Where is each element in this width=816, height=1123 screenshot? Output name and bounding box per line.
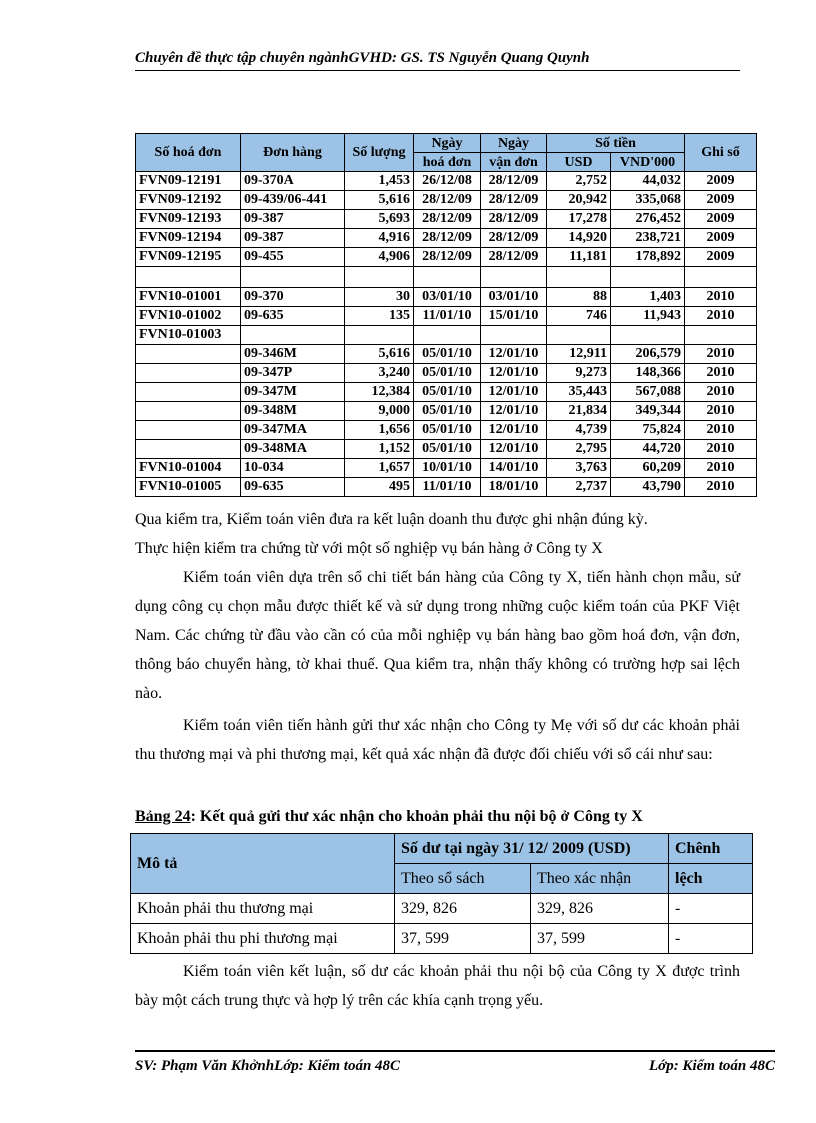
cell-vnd: 567,088 [611,383,685,402]
col-difference-2: lệch [669,864,753,894]
cell-inv-date: 28/12/09 [414,229,481,248]
cell-usd [547,267,611,288]
cell-usd: 4,739 [547,421,611,440]
cell-posted: 2010 [685,478,757,497]
cell-inv-date: 11/01/10 [414,307,481,326]
col-description: Mô tả [131,834,395,894]
cell-posted: 2010 [685,345,757,364]
cell-posted: 2009 [685,248,757,267]
cell-order: 09-347M [241,383,345,402]
table-row [136,326,757,345]
table-row [136,307,757,326]
cell-usd: 88 [547,288,611,307]
col-per-books: Theo sổ sách [395,864,531,894]
cell-ship-date [481,267,547,288]
cell-invoice [136,383,241,402]
cell-vnd: 148,366 [611,364,685,383]
cell-order: 09-387 [241,210,345,229]
cell-usd: 746 [547,307,611,326]
cell-vnd [611,326,685,345]
cell-vnd: 44,032 [611,172,685,191]
cell-order: 09-370 [241,288,345,307]
col-difference-1: Chênh [669,834,753,864]
cell-invoice: FVN10-01001 [136,288,241,307]
cell-ship-date: 15/01/10 [481,307,547,326]
cell-usd: 2,737 [547,478,611,497]
cell-order: 09-347MA [241,421,345,440]
table-row [131,894,753,924]
cell-vnd: 276,452 [611,210,685,229]
cell-order: 10-034 [241,459,345,478]
cell-posted: 2009 [685,210,757,229]
table-row [136,345,757,364]
cell-invoice: FVN10-01002 [136,307,241,326]
cell-invoice: FVN10-01004 [136,459,241,478]
table-row [136,248,757,267]
cell-ship-date: 12/01/10 [481,345,547,364]
col-vnd: VND'000 [611,153,685,172]
cell-ship-date: 14/01/10 [481,459,547,478]
cell-ship-date: 28/12/09 [481,172,547,191]
cell-inv-date: 05/01/10 [414,421,481,440]
table-row [131,924,753,954]
cell-vnd [611,267,685,288]
cell-confirm: 37, 599 [531,924,669,954]
cell-inv-date: 05/01/10 [414,383,481,402]
table-row [136,402,757,421]
cell-usd: 20,942 [547,191,611,210]
cell-inv-date: 05/01/10 [414,440,481,459]
table-row [136,440,757,459]
col-balance: Số dư tại ngày 31/ 12/ 2009 (USD) [395,834,669,864]
cell-inv-date: 05/01/10 [414,402,481,421]
footer-left: SV: Phạm Văn KhởnhLớp: Kiểm toán 48C [135,1058,401,1074]
cell-vnd: 178,892 [611,248,685,267]
cell-qty: 1,657 [345,459,414,478]
cell-ship-date: 28/12/09 [481,248,547,267]
col-ship-date-1: Ngày [481,134,547,153]
table-row [136,172,757,191]
cell-usd: 35,443 [547,383,611,402]
cell-usd: 14,920 [547,229,611,248]
cell-invoice: FVN10-01005 [136,478,241,497]
cell-ship-date: 28/12/09 [481,191,547,210]
cell-order: 09-348MA [241,440,345,459]
cell-usd: 17,278 [547,210,611,229]
cell-qty: 12,384 [345,383,414,402]
col-qty: Số lượng [345,134,414,172]
col-usd: USD [547,153,611,172]
cell-posted: 2010 [685,459,757,478]
cell-inv-date [414,267,481,288]
cell-usd: 11,181 [547,248,611,267]
cell-qty: 1,152 [345,440,414,459]
confirmation-table [130,833,753,954]
cell-invoice: FVN09-12194 [136,229,241,248]
cell-qty: 30 [345,288,414,307]
cell-ship-date: 18/01/10 [481,478,547,497]
table-row [136,459,757,478]
cell-diff: - [669,894,753,924]
cell-ship-date: 12/01/10 [481,421,547,440]
cell-vnd: 43,790 [611,478,685,497]
cell-vnd: 60,209 [611,459,685,478]
cell-invoice [136,402,241,421]
cell-posted [685,326,757,345]
cell-confirm: 329, 826 [531,894,669,924]
cell-inv-date: 28/12/09 [414,210,481,229]
cell-ship-date: 12/01/10 [481,383,547,402]
cell-inv-date [414,326,481,345]
cell-posted: 2009 [685,191,757,210]
cell-posted [685,267,757,288]
footer-right: Lớp: Kiểm toán 48C [649,1058,775,1074]
cell-posted: 2010 [685,402,757,421]
cell-inv-date: 10/01/10 [414,459,481,478]
cell-posted: 2009 [685,229,757,248]
cell-qty: 5,616 [345,345,414,364]
cell-posted: 2009 [685,172,757,191]
table-row [136,191,757,210]
paragraph-confirmation: Kiểm toán viên tiến hành gửi thư xác nhận cho Công ty Mẹ với số dư các khoản phải thu thương mại và phi thương mại, kết quả xác nhận đã được đối chiếu với sổ cái như sau: [135,717,740,763]
header-text: Chuyên đề thực tập chuyên ngànhGVHD: GS. TS Nguyễn Quang Quynh [135,50,590,66]
cell-posted: 2010 [685,421,757,440]
cell-vnd: 75,824 [611,421,685,440]
cell-order: 09-439/06-441 [241,191,345,210]
caption-label: Bảng 24 [135,808,191,825]
cell-order: 09-347P [241,364,345,383]
cell-qty: 495 [345,478,414,497]
cell-qty [345,326,414,345]
cell-qty: 4,906 [345,248,414,267]
cell-ship-date: 12/01/10 [481,440,547,459]
cell-inv-date: 26/12/08 [414,172,481,191]
cell-qty: 9,000 [345,402,414,421]
cell-books: 329, 826 [395,894,531,924]
paragraph-doc-check: Thực hiện kiểm tra chứng từ với một số nghiệp vụ bán hàng ở Công ty X [135,540,603,557]
cell-invoice [136,421,241,440]
cell-invoice: FVN09-12195 [136,248,241,267]
cell-desc: Khoản phải thu thương mại [131,894,395,924]
col-amount: Số tiền [547,134,685,153]
cell-order: 09-387 [241,229,345,248]
cell-invoice [136,440,241,459]
cell-inv-date: 05/01/10 [414,345,481,364]
table-row [136,229,757,248]
cell-order [241,267,345,288]
cell-inv-date: 11/01/10 [414,478,481,497]
cell-invoice: FVN10-01003 [136,326,241,345]
col-ship-date-2: vận đơn [481,153,547,172]
cell-qty: 4,916 [345,229,414,248]
cell-order: 09-635 [241,478,345,497]
cell-qty: 1,453 [345,172,414,191]
cell-vnd: 11,943 [611,307,685,326]
cell-order: 09-635 [241,307,345,326]
cell-ship-date: 28/12/09 [481,210,547,229]
cell-qty [345,267,414,288]
cell-inv-date: 05/01/10 [414,364,481,383]
table-row [136,383,757,402]
cell-vnd: 1,403 [611,288,685,307]
col-invoice: Số hoá đơn [136,134,241,172]
table-row [136,267,757,288]
table-caption [135,808,643,826]
cell-ship-date: 03/01/10 [481,288,547,307]
cell-qty: 5,616 [345,191,414,210]
col-posted: Ghi sổ [685,134,757,172]
caption-text: : Kết quả gửi thư xác nhận cho khoản phải thu nội bộ ở Công ty X [190,808,643,825]
cell-posted: 2010 [685,440,757,459]
cell-ship-date: 28/12/09 [481,229,547,248]
cell-posted: 2010 [685,288,757,307]
cell-order [241,326,345,345]
cell-qty: 135 [345,307,414,326]
cell-diff: - [669,924,753,954]
cell-inv-date: 28/12/09 [414,248,481,267]
cell-usd [547,326,611,345]
cell-inv-date: 03/01/10 [414,288,481,307]
table-row [136,364,757,383]
cell-usd: 2,795 [547,440,611,459]
col-inv-date-1: Ngày [414,134,481,153]
cell-posted: 2010 [685,364,757,383]
cell-posted: 2010 [685,383,757,402]
paragraph-final-conclusion: Kiểm toán viên kết luận, số dư các khoản phải thu nội bộ của Công ty X được trình bày một cách trung thực và hợp lý trên các khía cạnh trọng yếu. [135,963,740,1009]
cell-vnd: 335,068 [611,191,685,210]
cell-usd: 3,763 [547,459,611,478]
page-footer [135,1050,775,1078]
cell-order: 09-346M [241,345,345,364]
cell-ship-date: 12/01/10 [481,402,547,421]
cell-invoice: FVN09-12192 [136,191,241,210]
cell-qty: 3,240 [345,364,414,383]
cell-usd: 9,273 [547,364,611,383]
paragraph-conclusion-revenue: Qua kiểm tra, Kiểm toán viên đưa ra kết luận doanh thu được ghi nhận đúng kỳ. [135,511,648,528]
cell-invoice [136,267,241,288]
table-row [136,421,757,440]
cell-order: 09-348M [241,402,345,421]
paragraph-sampling: Kiểm toán viên dựa trên sổ chi tiết bán hàng của Công ty X, tiến hành chọn mẫu, sử dụng công cụ chọn mẫu được thiết kế và sử dụng trong những cuộc kiểm toán của PKF Việt Nam. Các chứng từ đầu vào cần có của mỗi nghiệp vụ bán hàng bao gồm hoá đơn, vận đơn, thông báo chuyển hàng, tờ khai thuế. Qua kiểm tra, nhận thấy không có trường hợp sai lệch nào. [135,569,740,702]
cell-books: 37, 599 [395,924,531,954]
cell-usd: 21,834 [547,402,611,421]
cell-usd: 2,752 [547,172,611,191]
cell-vnd: 206,579 [611,345,685,364]
cell-order: 09-455 [241,248,345,267]
cell-posted: 2010 [685,307,757,326]
cell-desc: Khoản phải thu phi thương mại [131,924,395,954]
table-row [136,288,757,307]
cell-invoice [136,345,241,364]
cell-invoice [136,364,241,383]
page-header [135,50,740,71]
cell-invoice: FVN09-12193 [136,210,241,229]
cell-order: 09-370A [241,172,345,191]
cell-qty: 1,656 [345,421,414,440]
cell-inv-date: 28/12/09 [414,191,481,210]
col-order: Đơn hàng [241,134,345,172]
table-row [136,478,757,497]
cell-invoice: FVN09-12191 [136,172,241,191]
col-per-confirmation: Theo xác nhận [531,864,669,894]
cell-ship-date [481,326,547,345]
cell-ship-date: 12/01/10 [481,364,547,383]
cell-vnd: 349,344 [611,402,685,421]
col-inv-date-2: hoá đơn [414,153,481,172]
cell-vnd: 44,720 [611,440,685,459]
cell-vnd: 238,721 [611,229,685,248]
cell-usd: 12,911 [547,345,611,364]
invoice-table [135,133,757,497]
table-row [136,210,757,229]
cell-qty: 5,693 [345,210,414,229]
